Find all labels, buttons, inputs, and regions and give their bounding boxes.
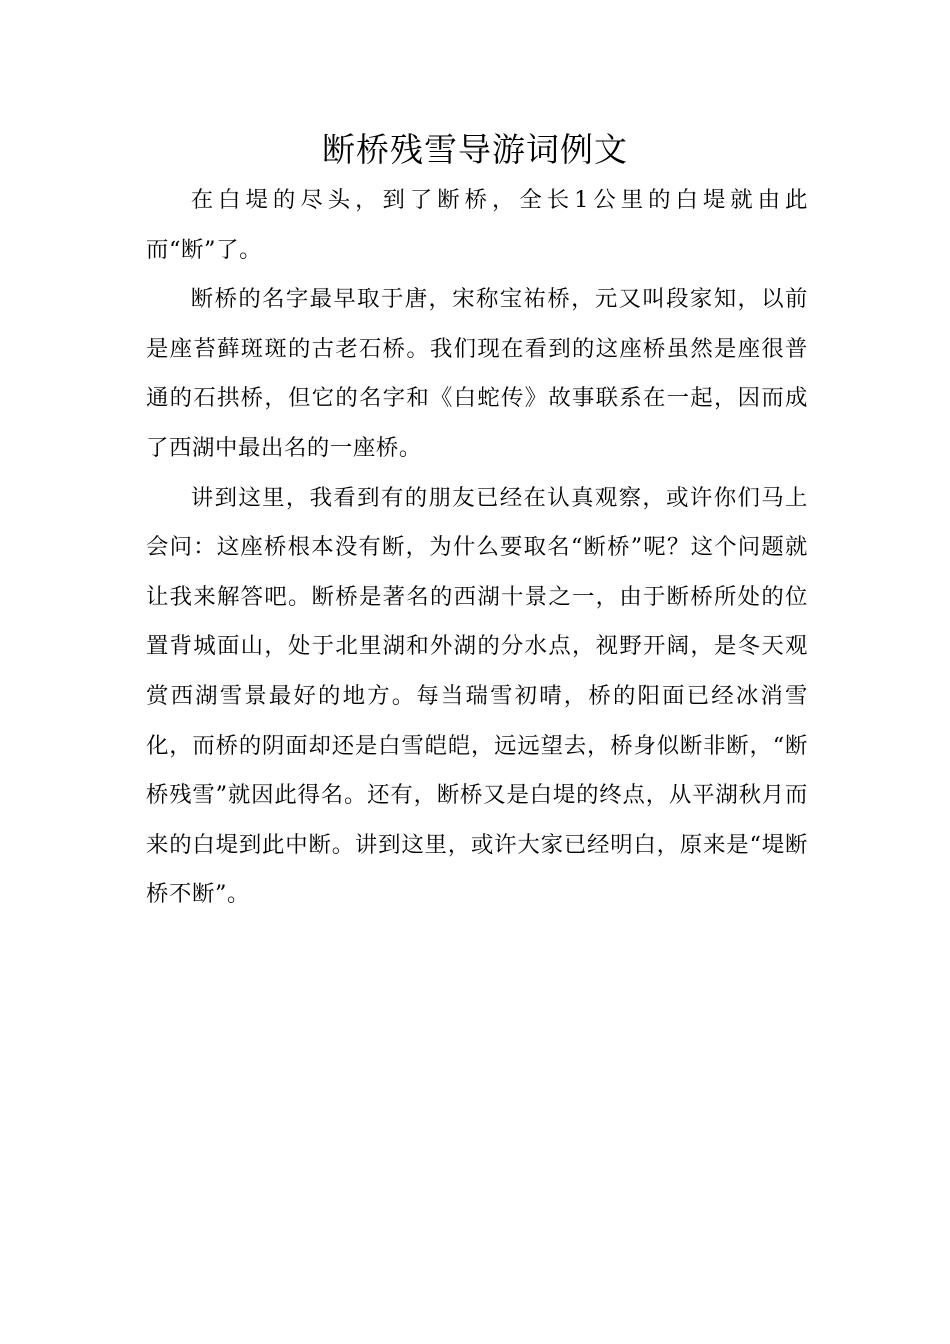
document-body	[146, 176, 808, 920]
paragraph-3: 讲到这里，我看到有的朋友已经在认真观察，或许你们马上会问：这座桥根本没有断，为什么要取名“断桥”呢？这个问题就让我来解答吧。断桥是著名的西湖十景之一，由于断桥所处的位置背城面山，处于北里湖和外湖的分水点，视野开阔，是冬天观赏西湖雪景最好的地方。每当瑞雪初晴，桥的阳面已经冰消雪化，而桥的阴面却还是白雪皑皑，远远望去，桥身似断非断，“断桥残雪”就因此得名。还有，断桥又是白堤的终点，从平湖秋月而来的白堤到此中断。讲到这里，或许大家已经明白，原来是“堤断桥不断”。	[146, 484, 808, 908]
paragraph-1: 在白堤的尽头，到了断桥，全长1公里的白堤就由此而“断”了。	[146, 187, 808, 263]
paragraph-2: 断桥的名字最早取于唐，宋称宝祐桥，元又叫段家知，以前是座苔藓斑斑的古老石桥。我们现在看到的这座桥虽然是座很普通的石拱桥，但它的名字和《白蛇传》故事联系在一起，因而成了西湖中最出名的一座桥。	[146, 286, 808, 461]
document-title: 断桥残雪导游词例文	[322, 130, 628, 169]
